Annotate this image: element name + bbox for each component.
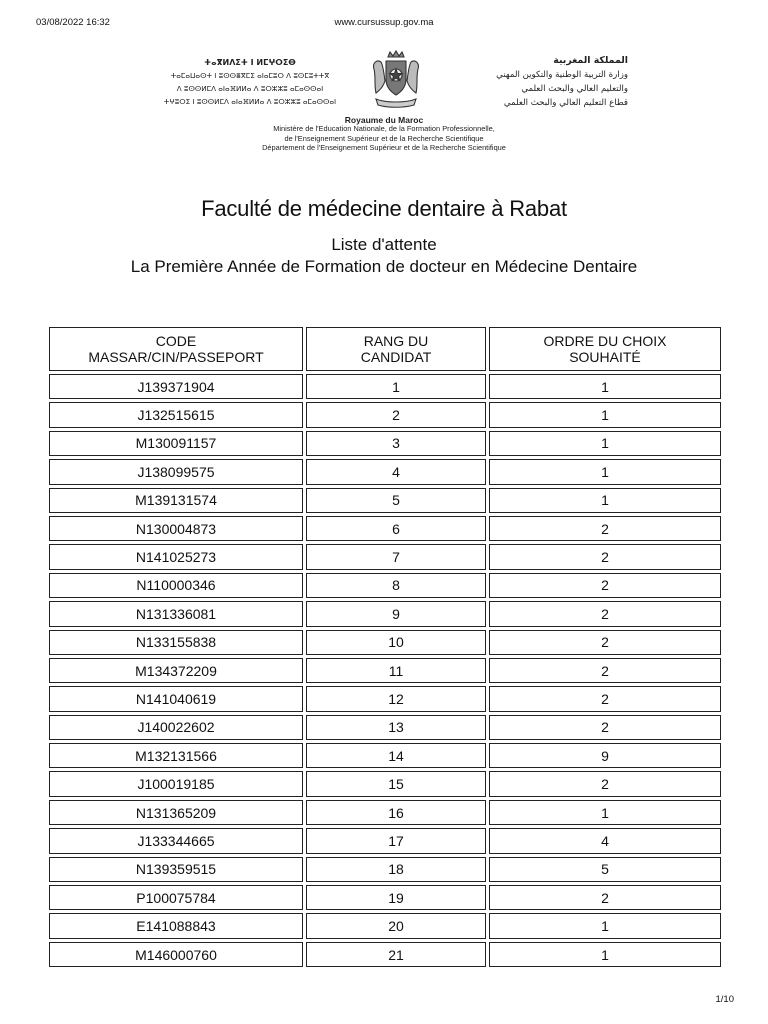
cell-rank: 20 bbox=[306, 913, 486, 938]
cell-code: M146000760 bbox=[49, 942, 303, 967]
header-line: CODE bbox=[155, 333, 197, 349]
cell-rank: 4 bbox=[306, 459, 486, 484]
cell-choice-order: 2 bbox=[489, 601, 721, 626]
table-row bbox=[49, 459, 721, 484]
cell-choice-order: 1 bbox=[489, 459, 721, 484]
tifinagh-line: ⵜⴰⴳⵍⴷⵉⵜ ⵏ ⵍⵎⵖⵔⵉⴱ bbox=[204, 58, 296, 67]
waiting-list-table bbox=[46, 324, 724, 970]
cell-rank: 5 bbox=[306, 488, 486, 513]
column-header-code bbox=[49, 327, 303, 371]
cell-choice-order: 2 bbox=[489, 573, 721, 598]
header-line: MASSAR/CIN/PASSEPORT bbox=[88, 349, 264, 365]
cell-rank: 6 bbox=[306, 516, 486, 541]
arabic-line: المملكة المغربية bbox=[553, 55, 628, 66]
cell-choice-order: 1 bbox=[489, 431, 721, 456]
column-header-rank bbox=[306, 327, 486, 371]
cell-rank: 16 bbox=[306, 800, 486, 825]
table-row bbox=[49, 544, 721, 569]
cell-code: N110000346 bbox=[49, 573, 303, 598]
print-url: www.cursussup.gov.ma bbox=[334, 17, 434, 28]
cell-rank: 18 bbox=[306, 857, 486, 882]
cell-choice-order: 2 bbox=[489, 544, 721, 569]
ministry-line: Ministère de l'Education Nationale, de la Formation Professionnelle, bbox=[273, 124, 495, 133]
document-title: Faculté de médecine dentaire à Rabat bbox=[201, 196, 567, 221]
arabic-line: قطاع التعليم العالي والبحث العلمي bbox=[503, 98, 628, 108]
cell-code: J132515615 bbox=[49, 402, 303, 427]
cell-rank: 1 bbox=[306, 374, 486, 399]
cell-choice-order: 2 bbox=[489, 885, 721, 910]
cell-choice-order: 2 bbox=[489, 658, 721, 683]
table-row bbox=[49, 402, 721, 427]
cell-code: N131336081 bbox=[49, 601, 303, 626]
cell-rank: 2 bbox=[306, 402, 486, 427]
cell-code: J139371904 bbox=[49, 374, 303, 399]
table-row bbox=[49, 374, 721, 399]
cell-code: N130004873 bbox=[49, 516, 303, 541]
arabic-ministry-name bbox=[470, 54, 628, 110]
list-type-label: Liste d'attente bbox=[331, 235, 437, 254]
cell-code: N141025273 bbox=[49, 544, 303, 569]
cell-choice-order: 2 bbox=[489, 715, 721, 740]
print-datetime: 03/08/2022 16:32 bbox=[36, 17, 110, 28]
cell-code: M134372209 bbox=[49, 658, 303, 683]
page-number: 1/10 bbox=[715, 994, 734, 1005]
cell-choice-order: 1 bbox=[489, 374, 721, 399]
table-row bbox=[49, 743, 721, 768]
table-body bbox=[49, 374, 721, 967]
cell-choice-order: 9 bbox=[489, 743, 721, 768]
table-row bbox=[49, 630, 721, 655]
header-line: CANDIDAT bbox=[360, 349, 432, 365]
cell-rank: 10 bbox=[306, 630, 486, 655]
cell-rank: 8 bbox=[306, 573, 486, 598]
table-row bbox=[49, 573, 721, 598]
cell-rank: 21 bbox=[306, 942, 486, 967]
table-row bbox=[49, 800, 721, 825]
cell-choice-order: 2 bbox=[489, 686, 721, 711]
cell-choice-order: 1 bbox=[489, 913, 721, 938]
royaume-label: Royaume du Maroc bbox=[344, 115, 424, 125]
table-row bbox=[49, 913, 721, 938]
cell-code: N133155838 bbox=[49, 630, 303, 655]
arabic-line: والتعليم العالي والبحث العلمي bbox=[521, 84, 628, 94]
ministry-line: de l'Enseignement Supérieur et de la Recherche Scientifique bbox=[284, 133, 484, 143]
table-row bbox=[49, 715, 721, 740]
cell-choice-order: 5 bbox=[489, 857, 721, 882]
cell-choice-order: 2 bbox=[489, 516, 721, 541]
cell-code: J140022602 bbox=[49, 715, 303, 740]
cell-code: M132131566 bbox=[49, 743, 303, 768]
cell-rank: 14 bbox=[306, 743, 486, 768]
cell-rank: 15 bbox=[306, 771, 486, 796]
tifinagh-line: ⴷ ⵓⵙⵙⵍⵎⴷ ⴰⵏⴰⴼⵍⵍⴰ ⴷ ⵓⵔⵣⵣⵓ ⴰⵎⴰⵙⵙⴰⵏ bbox=[176, 84, 324, 93]
header-line: SOUHAITÉ bbox=[569, 349, 641, 365]
tifinagh-ministry-name bbox=[150, 56, 350, 108]
tifinagh-line: ⵜⵖⵓⵔⵉ ⵏ ⵓⵙⵙⵍⵎⴷ ⴰⵏⴰⴼⵍⵍⴰ ⴷ ⵓⵔⵣⵣⵓ ⴰⵎⴰⵙⵙⴰⵏ bbox=[163, 97, 337, 106]
cell-choice-order: 1 bbox=[489, 488, 721, 513]
cell-code: J138099575 bbox=[49, 459, 303, 484]
column-header-choice-order bbox=[489, 327, 721, 371]
cell-code: M130091157 bbox=[49, 431, 303, 456]
arabic-line: وزارة التربية الوطنية والتكوين المهني bbox=[496, 70, 628, 80]
tifinagh-line: ⵜⴰⵎⴰⵡⴰⵙⵜ ⵏ ⵓⵙⵙⴻⴳⵎⵉ ⴰⵏⴰⵎⵓⵔ ⴷ ⵓⵙⵎⵓⵜⵜⴳ bbox=[170, 71, 330, 80]
cell-rank: 13 bbox=[306, 715, 486, 740]
cell-rank: 3 bbox=[306, 431, 486, 456]
cell-rank: 9 bbox=[306, 601, 486, 626]
cell-choice-order: 1 bbox=[489, 942, 721, 967]
cell-code: M139131574 bbox=[49, 488, 303, 513]
table-row bbox=[49, 942, 721, 967]
table-row bbox=[49, 601, 721, 626]
table-row bbox=[49, 686, 721, 711]
table-header-row bbox=[49, 327, 721, 371]
table-row bbox=[49, 516, 721, 541]
ministry-name bbox=[0, 124, 768, 153]
cell-rank: 11 bbox=[306, 658, 486, 683]
cell-choice-order: 4 bbox=[489, 828, 721, 853]
cell-rank: 17 bbox=[306, 828, 486, 853]
program-label: La Première Année de Formation de docteur en Médecine Dentaire bbox=[130, 257, 638, 276]
cell-choice-order: 2 bbox=[489, 771, 721, 796]
cell-code: J100019185 bbox=[49, 771, 303, 796]
cell-code: P100075784 bbox=[49, 885, 303, 910]
table-row bbox=[49, 828, 721, 853]
royal-coat-of-arms-icon bbox=[368, 49, 424, 111]
cell-code: N131365209 bbox=[49, 800, 303, 825]
cell-rank: 19 bbox=[306, 885, 486, 910]
table-row bbox=[49, 488, 721, 513]
cell-code: N139359515 bbox=[49, 857, 303, 882]
cell-code: E141088843 bbox=[49, 913, 303, 938]
cell-choice-order: 2 bbox=[489, 630, 721, 655]
table-row bbox=[49, 885, 721, 910]
table-row bbox=[49, 771, 721, 796]
cell-code: J133344665 bbox=[49, 828, 303, 853]
table-row bbox=[49, 658, 721, 683]
cell-code: N141040619 bbox=[49, 686, 303, 711]
header-line: ORDRE DU CHOIX bbox=[543, 333, 667, 349]
cell-rank: 7 bbox=[306, 544, 486, 569]
cell-rank: 12 bbox=[306, 686, 486, 711]
document-subtitle bbox=[0, 234, 768, 278]
table-row bbox=[49, 431, 721, 456]
table-row bbox=[49, 857, 721, 882]
cell-choice-order: 1 bbox=[489, 800, 721, 825]
ministry-line: Département de l'Enseignement Supérieur et de la Recherche Scientifique bbox=[262, 143, 506, 153]
cell-choice-order: 1 bbox=[489, 402, 721, 427]
header-line: RANG DU bbox=[363, 333, 429, 349]
